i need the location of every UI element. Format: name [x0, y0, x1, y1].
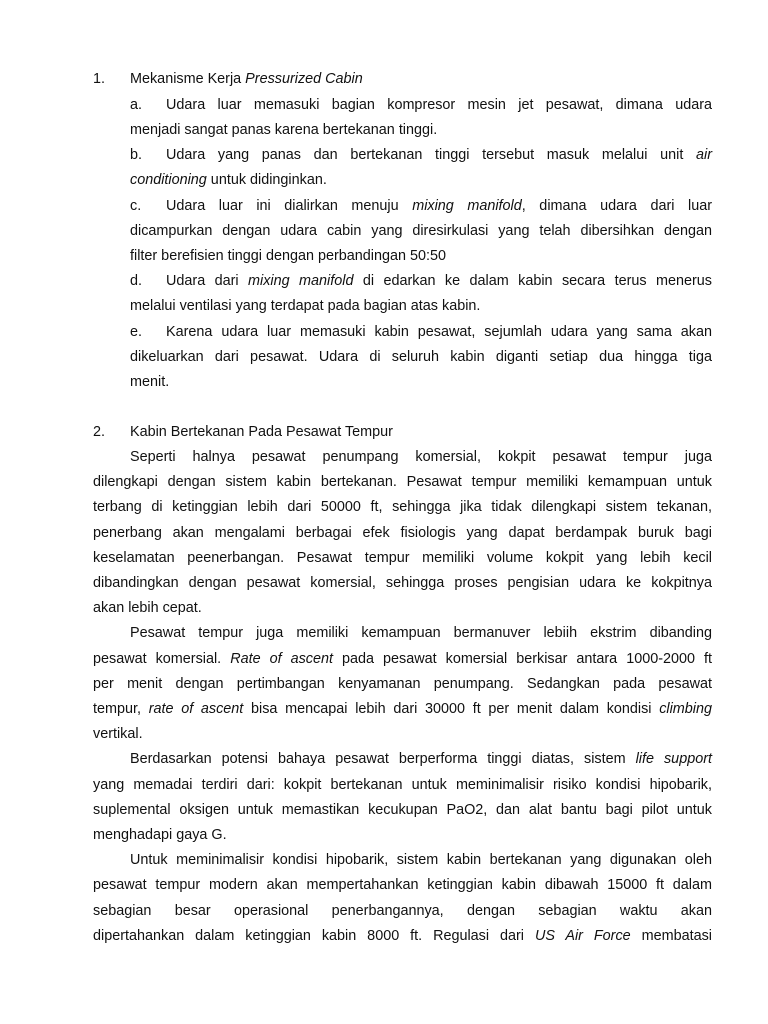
- item-d-line-1: [166, 272, 712, 290]
- p2-line-4-text: tempur,: [93, 701, 149, 717]
- item-c-line-3: filter berefisien tinggi dengan perbandingan 50:50: [130, 248, 447, 264]
- section-1-title: [130, 70, 363, 88]
- p1-line-3: terbang di ketinggian lebih dari 50000 ft, sehingga jika tidak dilengkapi sistem tekanan,: [93, 499, 712, 515]
- p1-line-7: akan lebih cepat.: [93, 600, 202, 616]
- item-a-letter: a.: [130, 97, 143, 113]
- item-d-letter: d.: [130, 273, 143, 289]
- p4-line-1: Untuk meminimalisir kondisi hipobarik, sistem kabin bertekanan yang digunakan oleh: [130, 852, 712, 868]
- p4-line-4-tail: membatasi: [630, 928, 712, 944]
- p2-line-3: per menit dengan pertimbangan kenyamanan penumpang. Sedangkan pada pesawat: [93, 676, 712, 692]
- p3-line-1-italic: life support: [635, 751, 712, 767]
- item-c-line-1-tail: , dimana udara dari luar: [521, 198, 712, 214]
- item-c-line-1-text: Udara luar ini dialirkan menuju: [166, 198, 413, 214]
- item-b-line-1-italic: air: [696, 147, 712, 163]
- p3-line-3: suplemental oksigen untuk memastikan kecukupan PaO2, dan alat bantu bagi pilot untuk: [93, 802, 712, 818]
- p1-line-2: dilengkapi dengan sistem kabin bertekanan. Pesawat tempur memiliki kemampuan untuk: [93, 474, 712, 490]
- p2-line-2-italic: Rate of ascent: [230, 651, 333, 667]
- item-d-line-1-text: Udara dari: [166, 273, 249, 289]
- p2-line-4-italic: rate of ascent: [148, 701, 244, 717]
- item-d-line-1-italic: mixing manifold: [248, 273, 354, 289]
- item-b-letter: b.: [130, 147, 143, 163]
- p4-line-3: sebagian besar operasional penerbangannya, dengan sebagian waktu akan: [93, 903, 712, 919]
- p4-line-4-text: dipertahankan dalam ketinggian kabin 8000 ft. Regulasi dari: [93, 928, 535, 944]
- p1-line-4: penerbang akan mengalami berbagai efek fisiologis yang dapat berdampak buruk bagi: [93, 525, 712, 541]
- p4-line-4: [93, 927, 712, 945]
- p2-line-2: [93, 650, 712, 668]
- item-b-line-1: [166, 146, 712, 164]
- p2-line-2-text: pesawat komersial.: [93, 651, 231, 667]
- item-c-line-1: [166, 197, 712, 215]
- p3-line-1: [130, 750, 712, 768]
- item-b-line-1-text: Udara yang panas dan bertekanan tinggi tersebut masuk melalui unit: [166, 147, 696, 163]
- item-c-letter: c.: [130, 198, 142, 214]
- item-a-line-2: menjadi sangat panas karena bertekanan tinggi.: [130, 122, 438, 138]
- p2-line-4-middle: bisa mencapai lebih dari 30000 ft per menit dalam kondisi: [243, 701, 660, 717]
- item-c-line-2: dicampurkan dengan udara cabin yang diresirkulasi yang telah dibersihkan dengan: [130, 223, 712, 239]
- item-b-line-2-italic: conditioning: [130, 172, 207, 188]
- item-d-line-1-tail: di edarkan ke dalam kabin secara terus menerus: [353, 273, 713, 289]
- p3-line-1-text: Berdasarkan potensi bahaya pesawat berperforma tinggi diatas, sistem: [130, 751, 636, 767]
- p4-line-4-italic: US Air Force: [534, 928, 631, 944]
- p2-line-1: Pesawat tempur juga memiliki kemampuan bermanuver lebiih ekstrim dibanding: [130, 625, 712, 641]
- p2-line-5: vertikal.: [93, 726, 143, 742]
- item-e-line-3: menit.: [130, 374, 170, 390]
- p2-line-4-italic-2: climbing: [659, 701, 712, 717]
- item-e-line-2: dikeluarkan dari pesawat. Udara di seluruh kabin diganti setiap dua hingga tiga: [130, 349, 712, 365]
- p1-line-1: Seperti halnya pesawat penumpang komersial, kokpit pesawat tempur juga: [130, 449, 712, 465]
- section-1-number: 1.: [93, 71, 106, 87]
- item-e-line-1: Karena udara luar memasuki kabin pesawat, sejumlah udara yang sama akan: [166, 324, 712, 340]
- p4-line-2: pesawat tempur modern akan mempertahankan ketinggian kabin dibawah 15000 ft dalam: [93, 877, 712, 893]
- item-e-letter: e.: [130, 324, 143, 340]
- item-d-line-2: melalui ventilasi yang terdapat pada bagian atas kabin.: [130, 298, 481, 314]
- section-2-number: 2.: [93, 424, 106, 440]
- item-a-line-1: Udara luar memasuki bagian kompresor mesin jet pesawat, dimana udara: [166, 97, 712, 113]
- section-1-title-plain: Mekanisme Kerja: [130, 71, 246, 87]
- item-c-line-1-italic: mixing manifold: [412, 198, 522, 214]
- p1-line-5: keselamatan peenerbangan. Pesawat tempur memiliki volume kokpit yang lebih kecil: [93, 550, 712, 566]
- p2-line-2-tail: pada pesawat komersial berkisar antara 1000-2000 ft: [333, 651, 713, 667]
- section-2-title: Kabin Bertekanan Pada Pesawat Tempur: [130, 424, 393, 440]
- p3-line-4: menghadapi gaya G.: [93, 827, 227, 843]
- item-b-line-2: [130, 171, 327, 189]
- p3-line-2: yang memadai terdiri dari: kokpit bertekanan untuk meminimalisir risiko kondisi hipobarik,: [93, 777, 712, 793]
- item-b-line-2-text: untuk didinginkan.: [206, 172, 327, 188]
- p1-line-6: dibandingkan dengan pesawat komersial, sehingga proses pengisian udara ke kokpitnya: [93, 575, 712, 591]
- p2-line-4: [93, 700, 712, 718]
- section-1-title-italic: Pressurized Cabin: [245, 71, 363, 87]
